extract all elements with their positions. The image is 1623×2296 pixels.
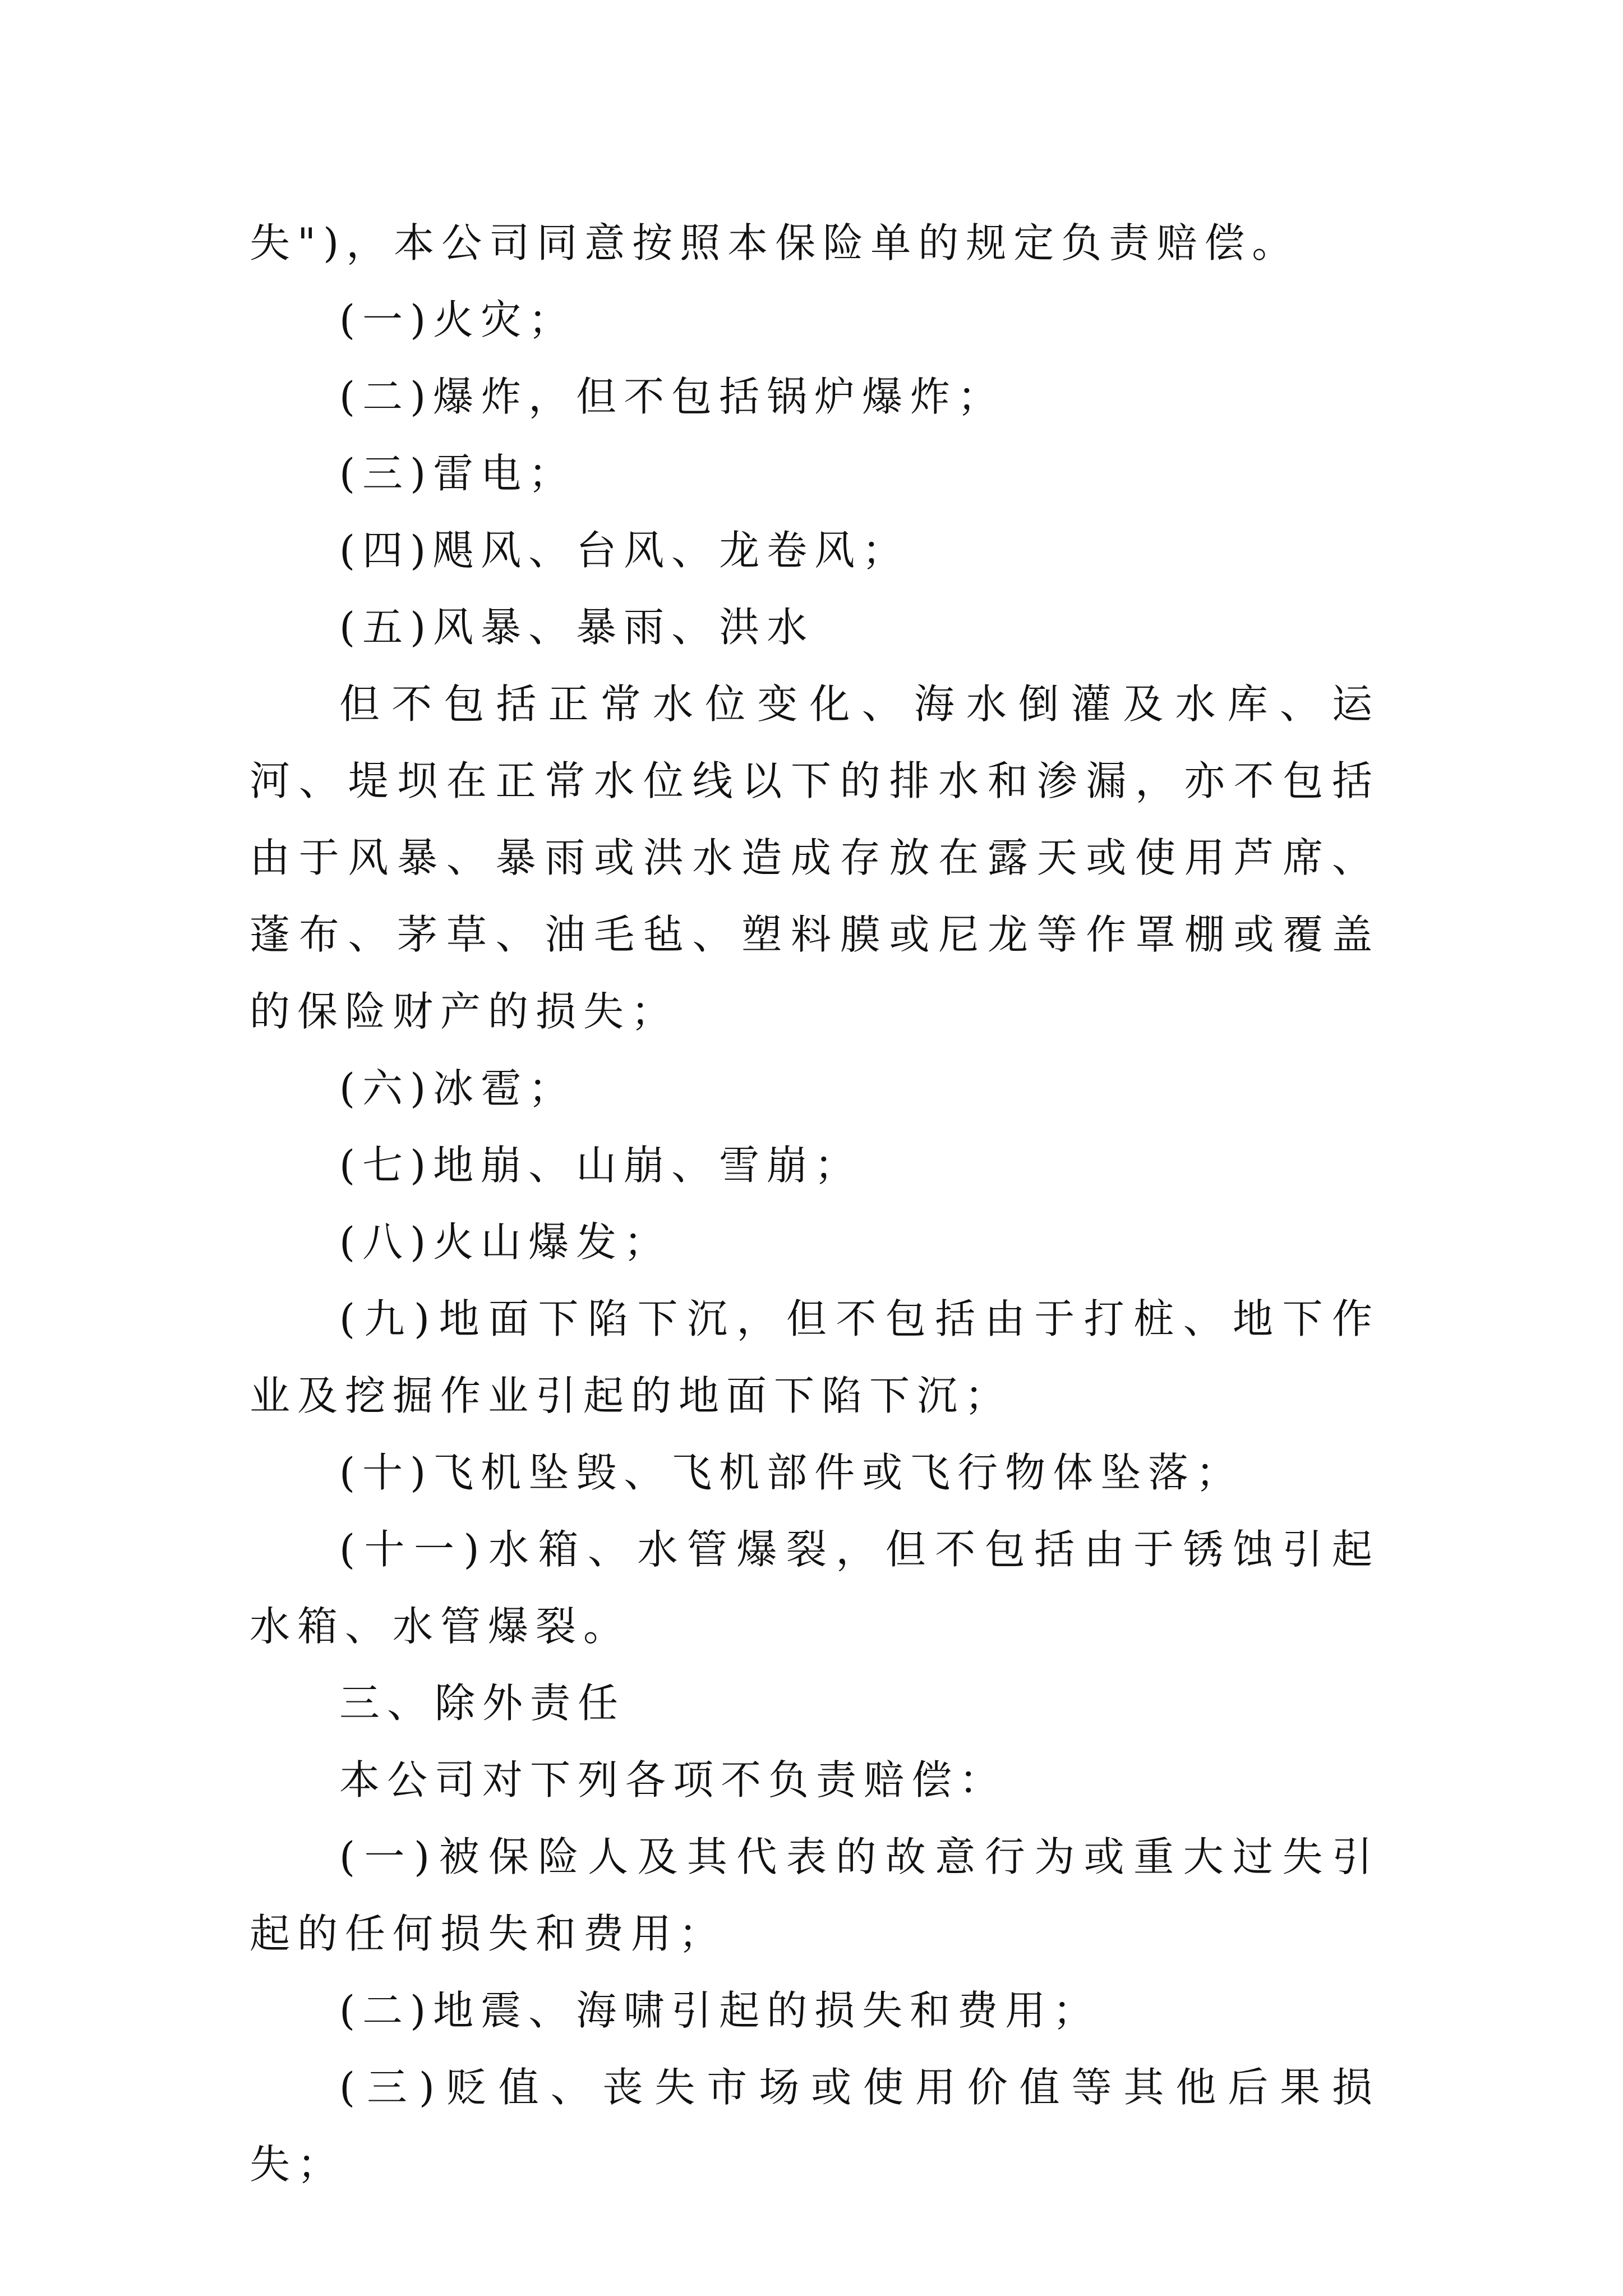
list-item-water-tank: (十一)水箱、水管爆裂，但不包括由于锈蚀引起水箱、水管爆裂。 [250, 1526, 1380, 1650]
list-item-depreciation: (三)贬值、丧失市场或使用价值等其他后果损失； [250, 2064, 1380, 2188]
list-item-hurricane: (四)飓风、台风、龙卷风； [339, 527, 910, 574]
list-item-volcano: (八)火山爆发； [339, 1218, 672, 1266]
list-item-storm: (五)风暴、暴雨、洪水 [339, 604, 815, 651]
list-item-hail: (六)冰雹； [339, 1065, 577, 1112]
list-item-aircraft: (十)飞机坠毁、飞机部件或飞行物体坠落； [339, 1449, 1244, 1496]
paragraph-storm-exclusion: 但不包括正常水位变化、海水倒灌及水库、运河、堤坝在正常水位线以下的排水和渗漏，亦不包括由于风暴、暴雨或洪水造成存放在露天或使用芦席、蓬布、茅草、油毛毡、塑料膜或尼龙等作罩棚或覆盖的保险财产的损失； [250, 680, 1380, 1035]
paragraph-continuation: 失")，本公司同意按照本保险单的规定负责赔偿。 [250, 219, 1300, 266]
document-body [250, 205, 1380, 2203]
list-item-earthquake: (二)地震、海啸引起的损失和费用； [339, 1987, 1101, 2034]
list-item-explosion: (二)爆炸，但不包括锅炉爆炸； [339, 373, 1006, 420]
list-item-subsidence: (九)地面下陷下沉，但不包括由于打桩、地下作业及挖掘作业引起的地面下陷下沉； [250, 1295, 1380, 1419]
list-item-fire: (一)火灾； [339, 296, 577, 343]
section-heading-exclusions: 三、除外责任 [339, 1680, 626, 1727]
list-item-lightning: (三)雷电； [339, 450, 577, 497]
paragraph-exclusions-intro: 本公司对下列各项不负责赔偿： [339, 1756, 1007, 1803]
list-item-landslide: (七)地崩、山崩、雪崩； [339, 1142, 863, 1189]
list-item-intentional-acts: (一)被保险人及其代表的故意行为或重大过失引起的任何损失和费用； [250, 1833, 1380, 1957]
